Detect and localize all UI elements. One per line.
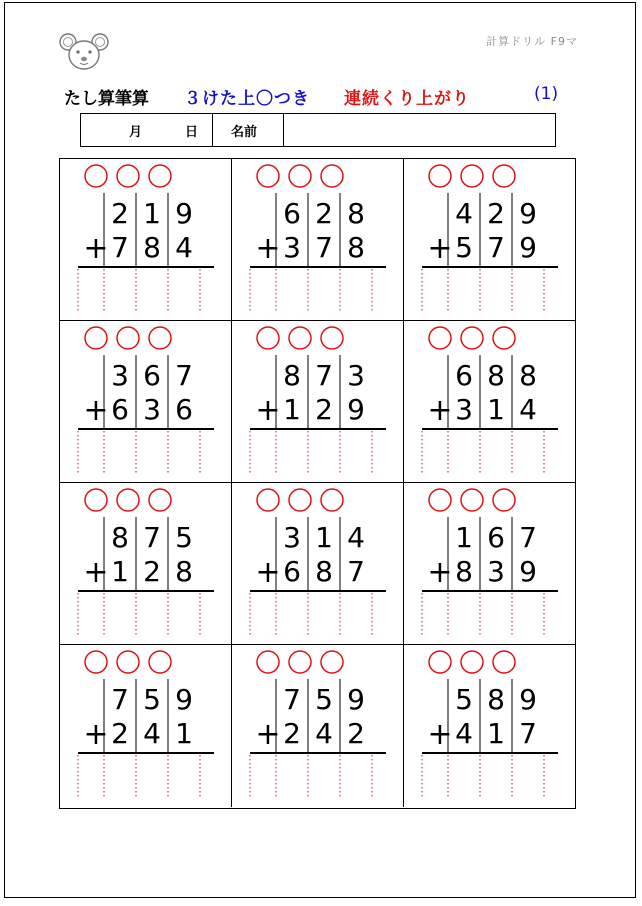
top-digit: 1	[315, 521, 333, 554]
bottom-digit: 3	[283, 231, 301, 264]
carry-circle[interactable]	[289, 165, 311, 187]
problem-cell	[404, 645, 576, 807]
top-digit: 5	[455, 683, 473, 716]
bottom-digit: 3	[455, 393, 473, 426]
problem-cell	[232, 159, 404, 321]
bottom-digit: 6	[175, 393, 193, 426]
top-digit: 9	[175, 197, 193, 230]
problem-cell	[60, 321, 232, 483]
carry-circle[interactable]	[493, 651, 515, 673]
bottom-digit: 1	[487, 393, 505, 426]
carry-circle[interactable]	[461, 489, 483, 511]
plus-sign: +	[255, 717, 281, 752]
top-digit: 7	[143, 521, 161, 554]
month-label: 月	[129, 125, 143, 140]
answer-area[interactable]	[78, 593, 214, 635]
title-main: たし算筆算	[64, 89, 149, 109]
top-digit: 3	[347, 359, 365, 392]
worksheet-title	[64, 84, 574, 112]
carry-circle[interactable]	[85, 651, 107, 673]
problem-cell	[232, 321, 404, 483]
problem-grid	[59, 158, 576, 809]
bottom-digit: 8	[315, 555, 333, 588]
answer-area[interactable]	[422, 593, 558, 635]
carry-circle[interactable]	[85, 489, 107, 511]
carry-circle[interactable]	[149, 327, 171, 349]
top-digit: 6	[283, 197, 301, 230]
sheet-number: (1)	[534, 84, 559, 104]
bottom-digit: 8	[455, 555, 473, 588]
top-digit: 8	[347, 197, 365, 230]
bottom-digit: 2	[111, 717, 129, 750]
top-digit: 2	[487, 197, 505, 230]
bottom-digit: 4	[519, 393, 537, 426]
carry-circle[interactable]	[429, 489, 451, 511]
bottom-digit: 7	[487, 231, 505, 264]
plus-sign: +	[83, 555, 109, 590]
problem-cell	[404, 159, 576, 321]
title-sub: ３けた上〇つき	[184, 89, 310, 109]
bottom-digit: 9	[347, 393, 365, 426]
answer-area[interactable]	[422, 269, 558, 311]
top-digit: 5	[143, 683, 161, 716]
carry-circle[interactable]	[289, 327, 311, 349]
bottom-digit: 9	[519, 231, 537, 264]
carry-circle[interactable]	[257, 489, 279, 511]
name-date-box	[80, 113, 556, 147]
top-digit: 3	[283, 521, 301, 554]
plus-sign: +	[255, 555, 281, 590]
name-divider	[283, 114, 284, 146]
answer-area[interactable]	[78, 269, 214, 311]
answer-area[interactable]	[78, 755, 214, 797]
bottom-digit: 1	[111, 555, 129, 588]
top-digit: 1	[455, 521, 473, 554]
top-digit: 6	[143, 359, 161, 392]
top-digit: 7	[315, 359, 333, 392]
carry-circle[interactable]	[321, 651, 343, 673]
bottom-digit: 2	[347, 717, 365, 750]
carry-circle[interactable]	[257, 165, 279, 187]
problem-cell	[232, 645, 404, 807]
top-digit: 5	[315, 683, 333, 716]
name-label: 名前	[231, 125, 258, 140]
problem-cell	[232, 483, 404, 645]
bottom-digit: 8	[175, 555, 193, 588]
problem-cell	[60, 159, 232, 321]
plus-sign: +	[427, 717, 453, 752]
top-digit: 7	[283, 683, 301, 716]
answer-area[interactable]	[250, 755, 386, 797]
top-digit: 9	[347, 683, 365, 716]
top-digit: 1	[143, 197, 161, 230]
bottom-digit: 8	[143, 231, 161, 264]
bottom-digit: 6	[283, 555, 301, 588]
bottom-digit: 1	[487, 717, 505, 750]
carry-circle[interactable]	[429, 165, 451, 187]
carry-circle[interactable]	[429, 327, 451, 349]
carry-circle[interactable]	[321, 489, 343, 511]
answer-area[interactable]	[422, 431, 558, 473]
top-digit: 8	[487, 683, 505, 716]
answer-area[interactable]	[422, 755, 558, 797]
top-digit: 9	[519, 683, 537, 716]
day-label: 日	[185, 125, 199, 140]
bottom-digit: 2	[143, 555, 161, 588]
bottom-digit: 2	[315, 393, 333, 426]
carry-circle[interactable]	[493, 327, 515, 349]
bottom-digit: 3	[487, 555, 505, 588]
answer-area[interactable]	[250, 269, 386, 311]
bottom-digit: 7	[347, 555, 365, 588]
top-digit: 9	[175, 683, 193, 716]
top-digit: 8	[519, 359, 537, 392]
problem-cell	[404, 483, 576, 645]
bottom-digit: 4	[143, 717, 161, 750]
carry-circle[interactable]	[257, 327, 279, 349]
plus-sign: +	[427, 231, 453, 266]
carry-circle[interactable]	[493, 165, 515, 187]
plus-sign: +	[255, 393, 281, 428]
problem-cell	[60, 645, 232, 807]
plus-sign: +	[255, 231, 281, 266]
bottom-digit: 6	[111, 393, 129, 426]
top-digit: 4	[347, 521, 365, 554]
brand-label: 計算ドリル F9マ	[486, 35, 578, 48]
carry-circle[interactable]	[85, 165, 107, 187]
top-digit: 5	[175, 521, 193, 554]
bottom-digit: 9	[519, 555, 537, 588]
carry-circle[interactable]	[149, 651, 171, 673]
top-digit: 4	[455, 197, 473, 230]
plus-sign: +	[83, 393, 109, 428]
answer-area[interactable]	[78, 431, 214, 473]
plus-sign: +	[83, 231, 109, 266]
title-carry: 連続くり上がり	[344, 89, 470, 109]
plus-sign: +	[83, 717, 109, 752]
bottom-digit: 8	[347, 231, 365, 264]
top-digit: 3	[111, 359, 129, 392]
bottom-digit: 3	[143, 393, 161, 426]
plus-sign: +	[427, 555, 453, 590]
top-digit: 7	[519, 521, 537, 554]
bottom-digit: 2	[283, 717, 301, 750]
bottom-digit: 7	[315, 231, 333, 264]
carry-circle[interactable]	[85, 327, 107, 349]
carry-circle[interactable]	[117, 327, 139, 349]
top-digit: 6	[455, 359, 473, 392]
bottom-digit: 4	[175, 231, 193, 264]
carry-circle[interactable]	[429, 651, 451, 673]
answer-area[interactable]	[250, 593, 386, 635]
carry-circle[interactable]	[149, 489, 171, 511]
carry-circle[interactable]	[117, 651, 139, 673]
bottom-digit: 7	[111, 231, 129, 264]
bottom-digit: 4	[315, 717, 333, 750]
top-digit: 7	[175, 359, 193, 392]
carry-circle[interactable]	[289, 651, 311, 673]
bottom-digit: 5	[455, 231, 473, 264]
carry-circle[interactable]	[493, 489, 515, 511]
top-digit: 8	[111, 521, 129, 554]
carry-circle[interactable]	[117, 489, 139, 511]
carry-circle[interactable]	[289, 489, 311, 511]
top-digit: 2	[315, 197, 333, 230]
plus-sign: +	[427, 393, 453, 428]
top-digit: 7	[111, 683, 129, 716]
top-digit: 6	[487, 521, 505, 554]
problem-cell	[404, 321, 576, 483]
carry-circle[interactable]	[461, 165, 483, 187]
name-field[interactable]	[285, 114, 555, 146]
carry-circle[interactable]	[257, 651, 279, 673]
bottom-digit: 4	[455, 717, 473, 750]
carry-circle[interactable]	[461, 651, 483, 673]
bottom-digit: 7	[519, 717, 537, 750]
top-digit: 8	[283, 359, 301, 392]
bottom-digit: 1	[175, 717, 193, 750]
date-divider	[212, 114, 213, 146]
carry-circle[interactable]	[149, 165, 171, 187]
carry-circle[interactable]	[321, 165, 343, 187]
carry-circle[interactable]	[461, 327, 483, 349]
carry-circle[interactable]	[117, 165, 139, 187]
carry-circle[interactable]	[321, 327, 343, 349]
problem-cell	[60, 483, 232, 645]
top-digit: 9	[519, 197, 537, 230]
answer-area[interactable]	[250, 431, 386, 473]
top-digit: 2	[111, 197, 129, 230]
bottom-digit: 1	[283, 393, 301, 426]
top-digit: 8	[487, 359, 505, 392]
mouse-face-icon	[58, 30, 110, 72]
